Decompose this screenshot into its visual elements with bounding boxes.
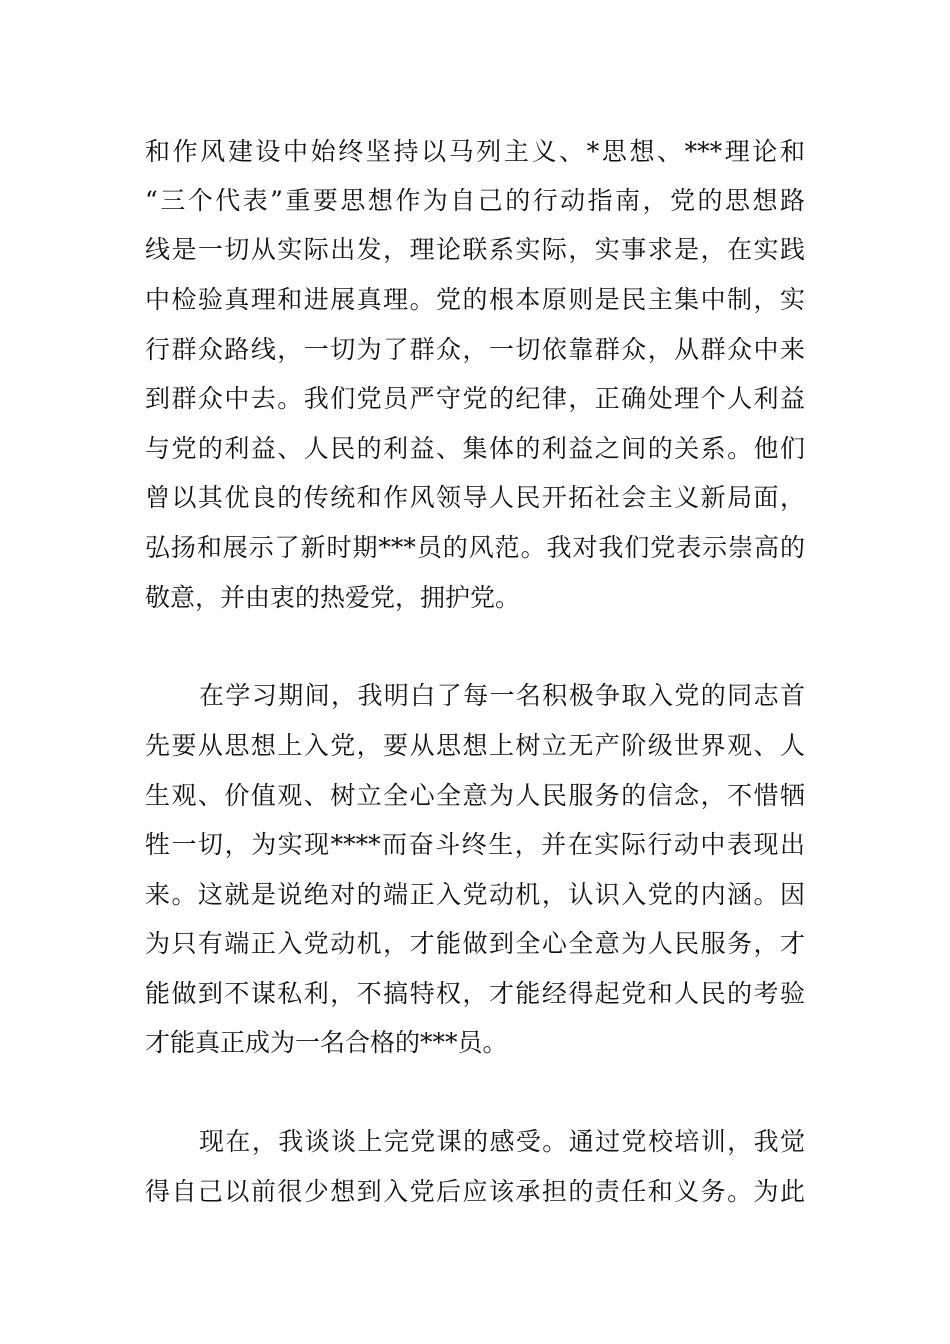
paragraph-2-line-7: 能做到不谋私利，不搞特权，才能经得起党和人民的考验 — [145, 979, 805, 1008]
paragraph-1-line-6: 到群众中去。我们党员严守党的纪律，正确处理个人利益 — [145, 384, 805, 413]
paragraph-3-line-1: 现在，我谈谈上完党课的感受。通过党校培训，我觉 — [199, 1127, 805, 1156]
paragraph-2-line-6: 为只有端正入党动机，才能做到全心全意为人民服务，才 — [145, 929, 805, 958]
paragraph-1-line-5: 行群众路线，一切为了群众，一切依靠群众，从群众中来 — [145, 335, 805, 364]
paragraph-2-line-2: 先要从思想上入党，要从思想上树立无产阶级世界观、人 — [145, 731, 805, 760]
paragraph-1-line-3: 线是一切从实际出发，理论联系实际，实事求是，在实践 — [145, 235, 805, 264]
paragraph-1-line-1: 和作风建设中始终坚持以马列主义、*思想、***理论和 — [145, 137, 805, 166]
paragraph-1-line-2: “三个代表”重要思想作为自己的行动指南，党的思想路 — [145, 186, 805, 215]
paragraph-2-line-8: 才能真正成为一名合格的***员。 — [145, 1028, 508, 1057]
paragraph-3-line-2: 得自己以前很少想到入党后应该承担的责任和义务。为此 — [145, 1177, 805, 1206]
paragraph-2-line-4: 牲一切，为实现****而奋斗终生，并在实际行动中表现出 — [145, 830, 805, 859]
paragraph-2-line-5: 来。这就是说绝对的端正入党动机，认识入党的内涵。因 — [145, 880, 805, 909]
paragraph-1-line-8: 曾以其优良的传统和作风领导人民开拓社会主义新局面， — [145, 483, 805, 512]
paragraph-1-line-10: 敬意，并由衷的热爱党，拥护党。 — [145, 583, 521, 612]
paragraph-1-line-7: 与党的利益、人民的利益、集体的利益之间的关系。他们 — [145, 434, 805, 463]
paragraph-1-line-9: 弘扬和展示了新时期***员的风范。我对我们党表示崇高的 — [145, 533, 805, 562]
paragraph-2-line-3: 生观、价值观、树立全心全意为人民服务的信念，不惜牺 — [145, 781, 805, 810]
paragraph-1-line-4: 中检验真理和进展真理。党的根本原则是民主集中制，实 — [145, 285, 805, 314]
paragraph-2-line-1: 在学习期间，我明白了每一名积极争取入党的同志首 — [199, 681, 805, 710]
